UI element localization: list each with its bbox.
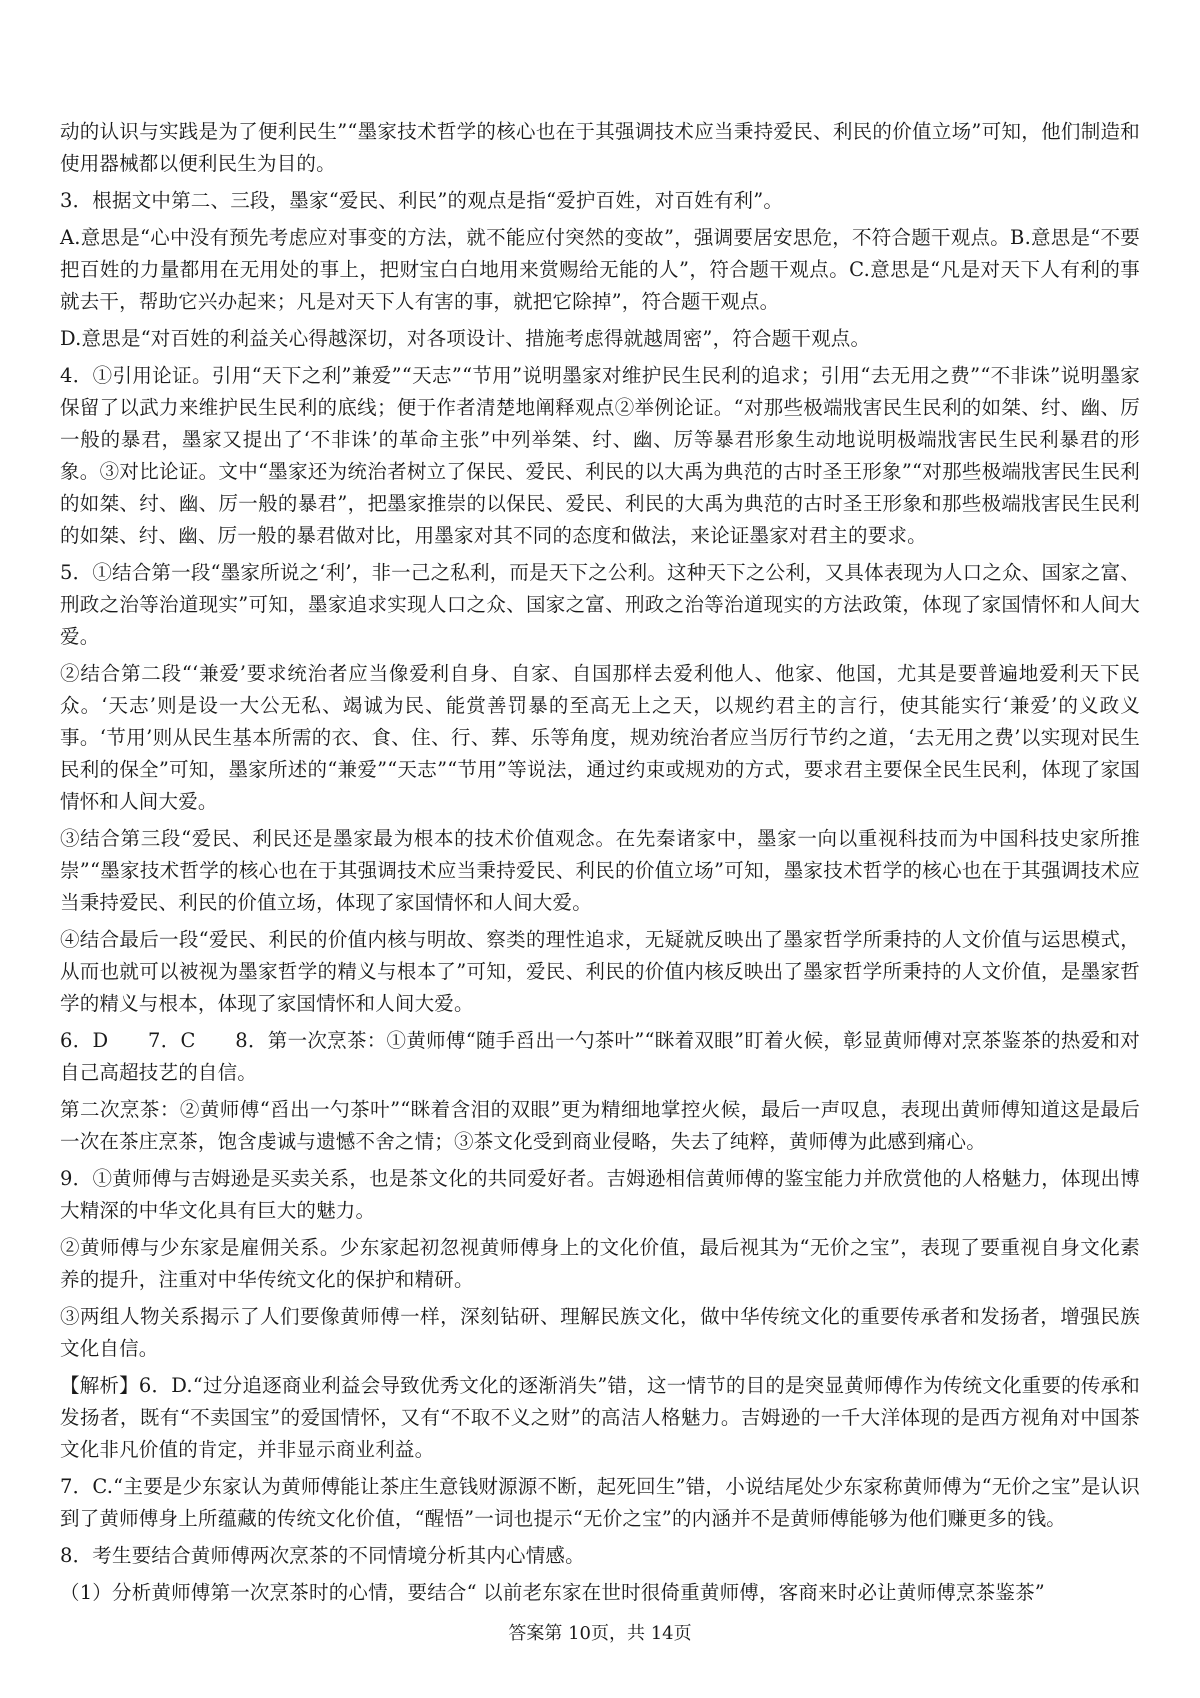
paragraph: （1）分析黄师傅第一次烹茶时的心情，要结合“ 以前老东家在世时很倚重黄师傅，客商来时必让黄师傅烹茶鉴茶” (60, 1581, 1045, 1604)
document-body (60, 116, 1140, 1614)
paragraph: ②结合第二段“‘兼爱’要求统治者应当像爱利自身、自家、自国那样去爱利他人、他家、他国，尤其是要普遍地爱利天下民众。‘天志’则是设一大公无私、竭诚为民、能赏善罚暴的至高无上之天，以规约君主的言行，使其能实行‘兼爱’的义政义事。‘节用’则从民生基本所需的衣、食、住、行、葬、乐等角度，规劝统治者应当厉行节约之道，‘去无用之费’以实现对民生民利的保全”可知，墨家所述的“兼爱”“天志”“节用”等说法，通过约束或规劝的方式，要求君主要保全民生民利，体现了家国情怀和人间大爱。 (60, 662, 1140, 813)
paragraph: A.意思是“心中没有预先考虑应对事变的方法，就不能应付突然的变故”，强调要居安思危，不符合题干观点。B.意思是“不要把百姓的力量都用在无用处的事上，把财宝白白地用来赏赐给无能的人”，符合题干观点。C.意思是“凡是对天下人有利的事就去干，帮助它兴办起来；凡是对天下人有害的事，就把它除掉”，符合题干观点。 (60, 226, 1140, 313)
paragraph: 4．①引用论证。引用“天下之利”兼爱”“天志”“节用”说明墨家对维护民生民利的追求；引用“去无用之费”“不非诛”说明墨家保留了以武力来维护民生民利的底线；便于作者清楚地阐释观点②举例论证。“对那些极端戕害民生民利的如桀、纣、幽、厉一般的暴君，墨家又提出了‘不非诛’的革命主张”中列举桀、纣、幽、厉等暴君形象生动地说明极端戕害民生民利暴君的形象。③对比论证。文中“墨家还为统治者树立了保民、爱民、利民的以大禹为典范的古时圣王形象”“对那些极端戕害民生民利的如桀、纣、幽、厉一般的暴君”，把墨家推崇的以保民、爱民、利民的大禹为典范的古时圣王形象和那些极端戕害民生民利的如桀、纣、幽、厉一般的暴君做对比，用墨家对其不同的态度和做法，来论证墨家对君主的要求。 (60, 364, 1140, 547)
paragraph: ③结合第三段“爱民、利民还是墨家最为根本的技术价值观念。在先秦诸家中，墨家一向以重视科技而为中国科技史家所推崇”“墨家技术哲学的核心也在于其强调技术应当秉持爱民、利民的价值立场”可知，墨家技术哲学的核心也在于其强调技术应当秉持爱民、利民的价值立场，体现了家国情怀和人间大爱。 (60, 827, 1140, 914)
paragraph: 7．C.“主要是少东家认为黄师傅能让茶庄生意钱财源源不断，起死回生”错，小说结尾处少东家称黄师傅为“无价之宝”是认识到了黄师傅身上所蕴藏的传统文化价值，“醒悟”一词也提示“无价之宝”的内涵并不是黄师傅能够为他们赚更多的钱。 (60, 1475, 1140, 1530)
paragraph: 5．①结合第一段“墨家所说之‘利’，非一己之私利，而是天下之公利。这种天下之公利，又具体表现为人口之众、国家之富、刑政之治等治道现实”可知，墨家追求实现人口之众、国家之富、刑政之治等治道现实的方法政策，体现了家国情怀和人间大爱。 (60, 561, 1140, 648)
paragraph: ③两组人物关系揭示了人们要像黄师傅一样，深刻钻研、理解民族文化，做中华传统文化的重要传承者和发扬者，增强民族文化自信。 (60, 1305, 1140, 1360)
paragraph: ④结合最后一段“爱民、利民的价值内核与明故、察类的理性追求，无疑就反映出了墨家哲学所秉持的人文价值与运思模式，从而也就可以被视为墨家哲学的精义与根本了”可知，爱民、利民的价值内核反映出了墨家哲学所秉持的人文价值，是墨家哲学的精义与根本，体现了家国情怀和人间大爱。 (60, 928, 1140, 1015)
paragraph: D.意思是“对百姓的利益关心得越深切，对各项设计、措施考虑得就越周密”，符合题干观点。 (60, 327, 871, 350)
paragraph: 动的认识与实践是为了便利民生”“墨家技术哲学的核心也在于其强调技术应当秉持爱民、利民的价值立场”可知，他们制造和使用器械都以便利民生为目的。 (60, 120, 1140, 175)
paragraph: 第二次烹茶：②黄师傅“舀出一勺茶叶”“眯着含泪的双眼”更为精细地掌控火候，最后一声叹息，表现出黄师傅知道这是最后一次在茶庄烹茶，饱含虔诚与遗憾不舍之情；③茶文化受到商业侵略，失去了纯粹，黄师傅为此感到痛心。 (60, 1098, 1140, 1153)
paragraph: 6．D 7．C 8．第一次烹茶：①黄师傅“随手舀出一勺茶叶”“眯着双眼”盯着火候，彰显黄师傅对烹茶鉴茶的热爱和对自己高超技艺的自信。 (60, 1029, 1140, 1084)
page-footer: 答案第 10页，共 14页 (508, 1623, 692, 1644)
paragraph: 9．①黄师傅与吉姆逊是买卖关系，也是茶文化的共同爱好者。吉姆逊相信黄师傅的鉴宝能力并欣赏他的人格魅力，体现出博大精深的中华文化具有巨大的魅力。 (60, 1167, 1140, 1222)
paragraph: 3．根据文中第二、三段，墨家“爱民、利民”的观点是指“爱护百姓，对百姓有利”。 (60, 189, 784, 212)
paragraph: 【解析】6．D.“过分追逐商业利益会导致优秀文化的逐渐消失”错，这一情节的目的是突显黄师傅作为传统文化重要的传承和发扬者，既有“不卖国宝”的爱国情怀，又有“不取不义之财”的高洁人格魅力。吉姆逊的一千大洋体现的是西方视角对中国茶文化非凡价值的肯定，并非显示商业利益。 (60, 1374, 1140, 1461)
paragraph: ②黄师傅与少东家是雇佣关系。少东家起初忽视黄师傅身上的文化价值，最后视其为“无价之宝”，表现了要重视自身文化素养的提升，注重对中华传统文化的保护和精研。 (60, 1236, 1140, 1291)
paragraph: 8．考生要结合黄师傅两次烹茶的不同情境分析其内心情感。 (60, 1544, 585, 1567)
